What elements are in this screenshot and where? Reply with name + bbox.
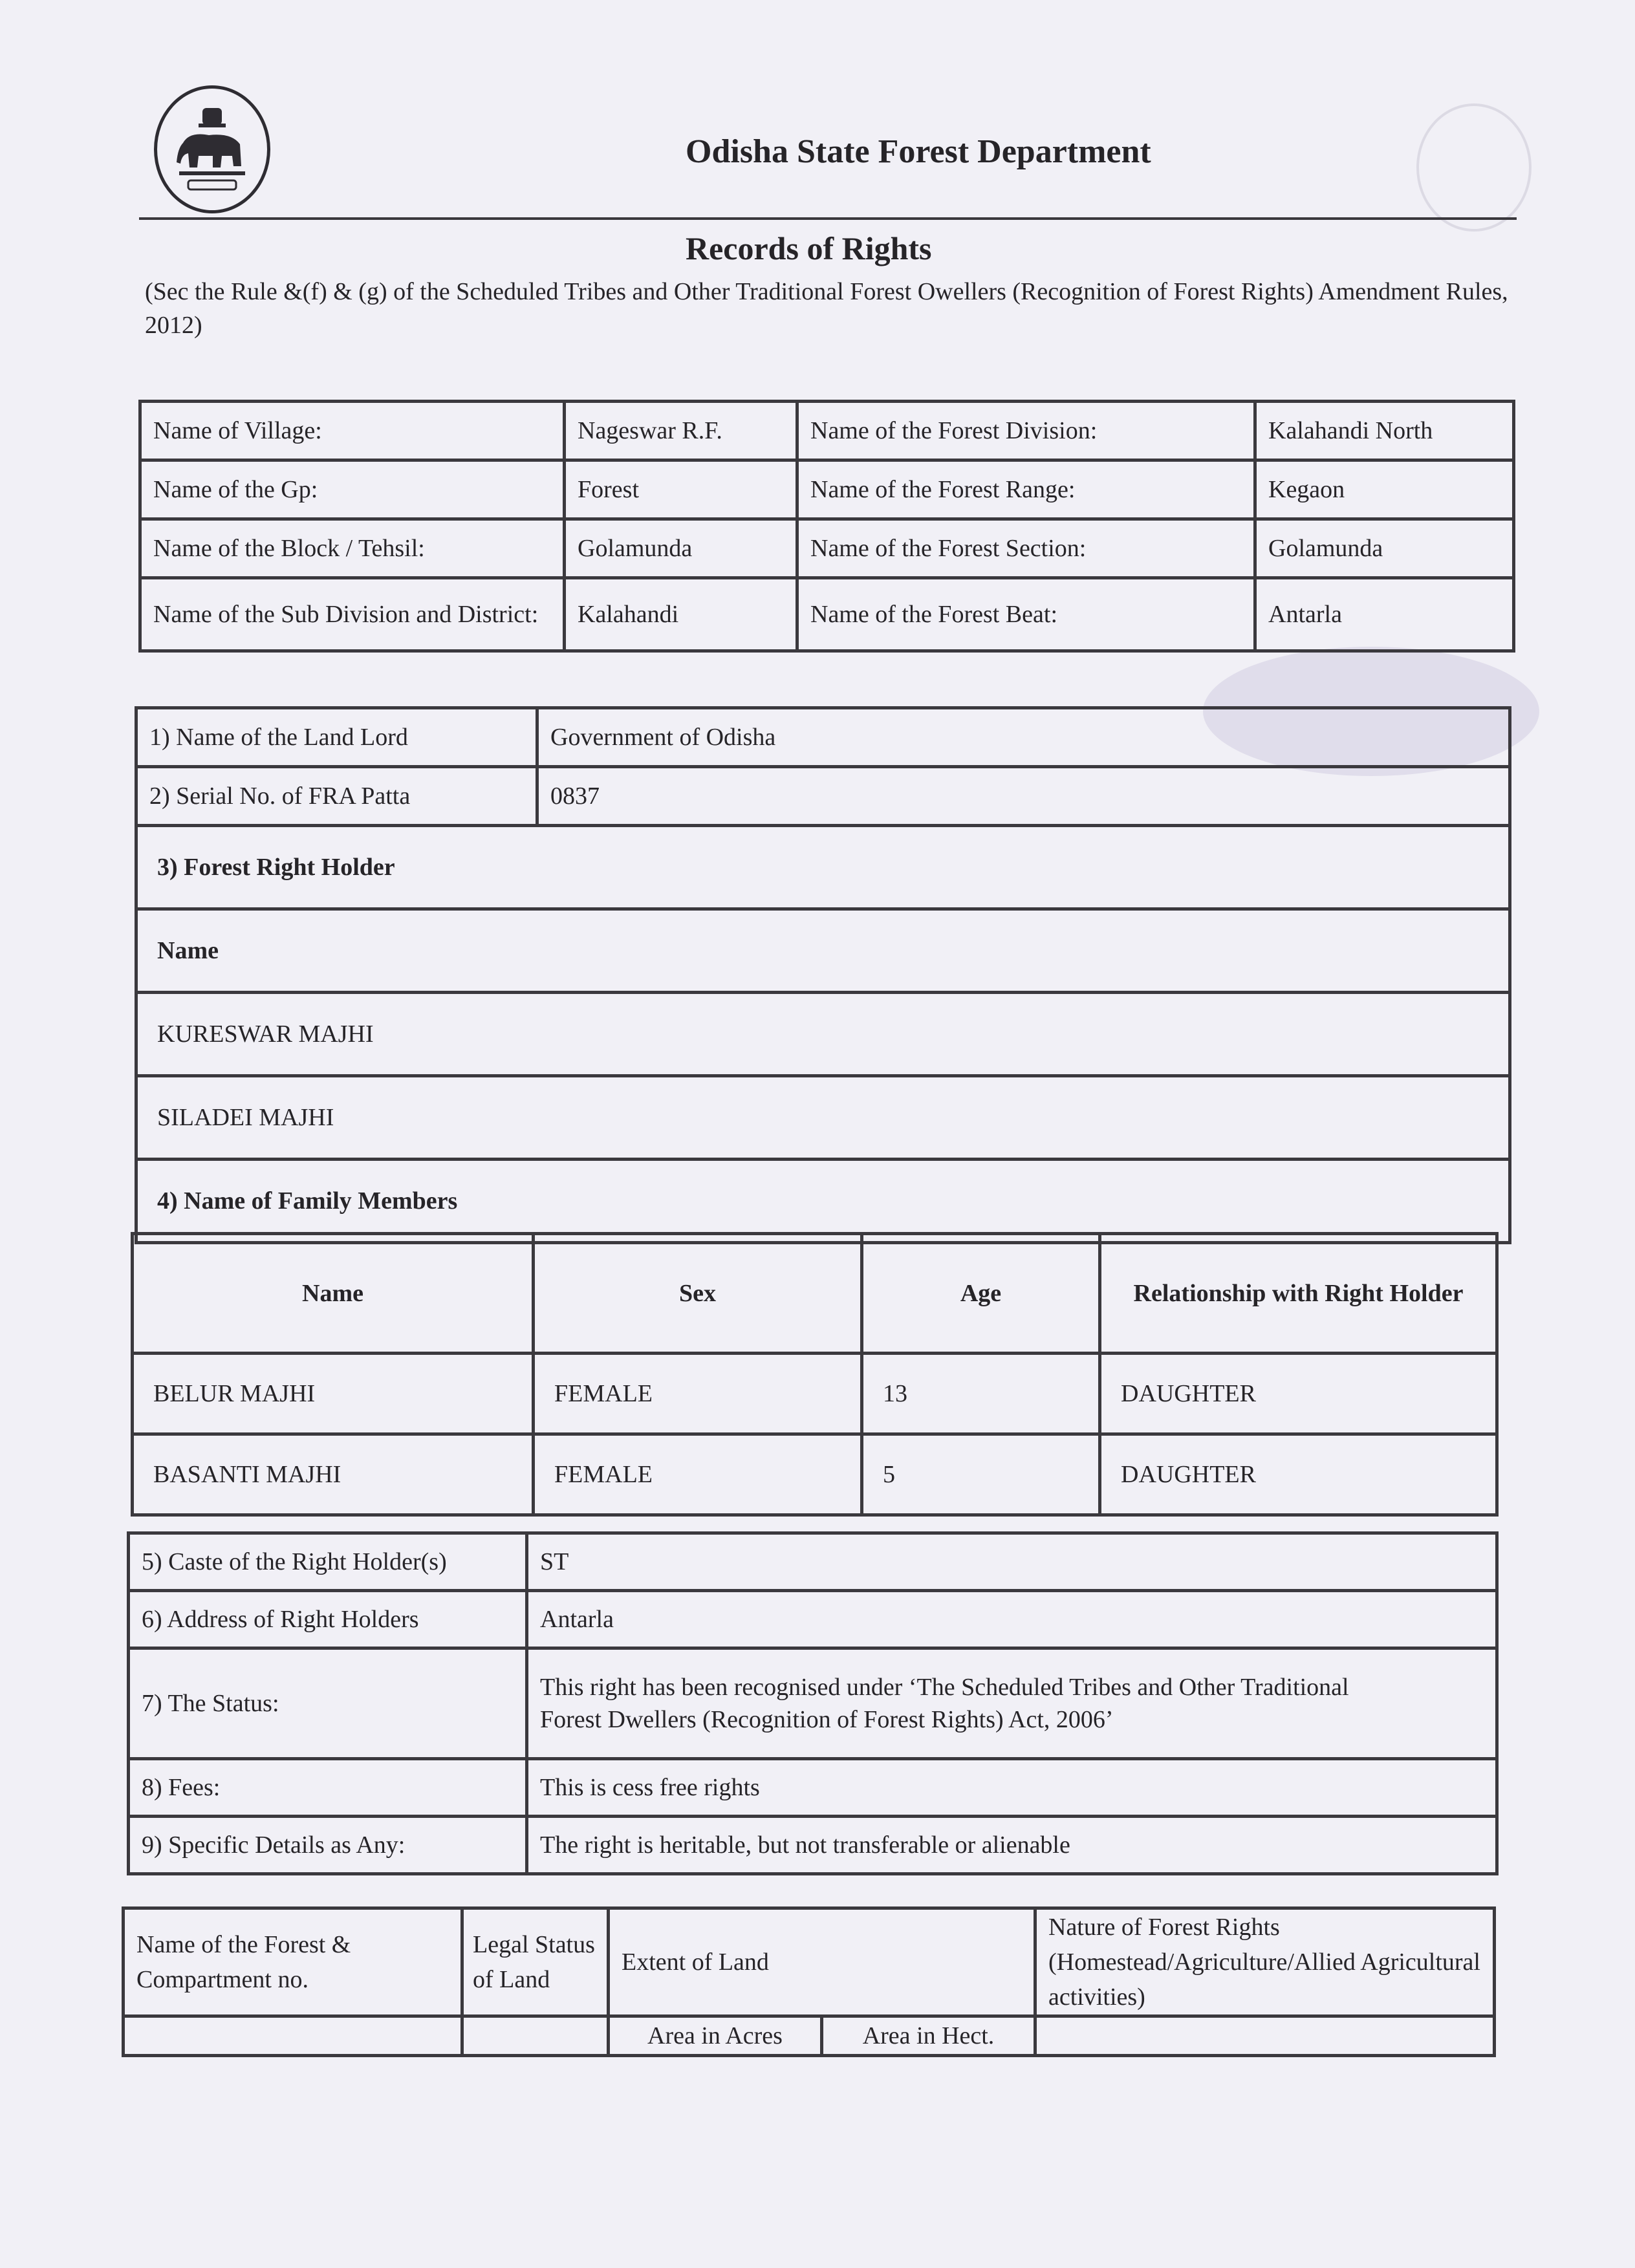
family-members-table [131, 1232, 1499, 1517]
department-title: Odisha State Forest Department [686, 133, 1151, 170]
forest-division-value: Kalahandi North [1255, 402, 1514, 460]
member-name: BELUR MAJHI [133, 1354, 534, 1434]
member-sex: FEMALE [534, 1354, 862, 1434]
status-label: 7) The Status: [129, 1648, 527, 1759]
table-row [136, 767, 1510, 826]
area-hect-header: Area in Hect. [822, 2016, 1035, 2056]
land-lord-value: Government of Odisha [537, 708, 1510, 767]
fees-label: 8) Fees: [129, 1759, 527, 1817]
name-heading: Name [136, 909, 1510, 993]
area-acres-header: Area in Acres [609, 2016, 822, 2056]
col-header-name: Name [133, 1234, 534, 1354]
member-sex: FEMALE [534, 1434, 862, 1515]
table-row [140, 519, 1514, 578]
caste-label: 5) Caste of the Right Holder(s) [129, 1533, 527, 1591]
land-details-table [122, 1906, 1496, 2057]
table-header-row [133, 1234, 1497, 1354]
forest-beat-label: Name of the Forest Beat: [797, 578, 1255, 651]
extent-header: Extent of Land [609, 1908, 1035, 2016]
col-header-sex: Sex [534, 1234, 862, 1354]
right-holder-heading: 3) Forest Right Holder [136, 826, 1510, 909]
rule-reference: (Sec the Rule &(f) & (g) of the Scheduled Tribes and Other Traditional Forest Owellers (Recognition of Forest Rights) Amendment Rules, 2012) [145, 278, 1508, 339]
status-value [527, 1648, 1497, 1759]
empty-cell [124, 2016, 462, 2056]
table-row [129, 1759, 1497, 1817]
forest-range-label: Name of the Forest Range: [797, 460, 1255, 519]
forest-beat-value: Antarla [1255, 578, 1514, 651]
subdivision-label: Name of the Sub Division and District: [140, 578, 565, 651]
empty-cell [1035, 2016, 1495, 2056]
specific-details-value: The right is heritable, but not transferable or alienable [527, 1817, 1497, 1874]
holder-name: SILADEI MAJHI [136, 1076, 1510, 1160]
fees-value: This is cess free rights [527, 1759, 1497, 1817]
serial-label: 2) Serial No. of FRA Patta [136, 767, 537, 826]
forest-range-value: Kegaon [1255, 460, 1514, 519]
table-row [133, 1434, 1497, 1515]
serial-value: 0837 [537, 767, 1510, 826]
table-row [133, 1354, 1497, 1434]
status-line: This right has been recognised under ‘The Scheduled Tribes and Other Traditional [540, 1674, 1349, 1701]
table-row [129, 1533, 1497, 1591]
table-row [124, 2016, 1495, 2056]
specific-details-label: 9) Specific Details as Any: [129, 1817, 527, 1874]
village-label: Name of Village: [140, 402, 565, 460]
other-details-table [127, 1531, 1499, 1875]
table-row [129, 1591, 1497, 1648]
table-row [129, 1817, 1497, 1874]
caste-value: ST [527, 1533, 1497, 1591]
state-emblem-icon [154, 85, 270, 213]
document-title: Records of Rights [686, 230, 932, 266]
table-header-row [124, 1908, 1495, 2016]
member-relationship: DAUGHTER [1100, 1354, 1497, 1434]
block-label: Name of the Block / Tehsil: [140, 519, 565, 578]
emblem-elephant-icon [170, 104, 254, 195]
col-header-age: Age [862, 1234, 1100, 1354]
status-line: Forest Dwellers (Recognition of Forest Rights) Act, 2006’ [540, 1706, 1114, 1733]
forest-section-label: Name of the Forest Section: [797, 519, 1255, 578]
table-row [136, 909, 1510, 993]
table-row [140, 460, 1514, 519]
forest-compartment-header: Name of the Forest & Compartment no. [124, 1908, 462, 2016]
gp-label: Name of the Gp: [140, 460, 565, 519]
forest-section-value: Golamunda [1255, 519, 1514, 578]
table-row [136, 708, 1510, 767]
member-name: BASANTI MAJHI [133, 1434, 534, 1515]
land-lord-label: 1) Name of the Land Lord [136, 708, 537, 767]
holder-details-table [135, 706, 1511, 1244]
table-row [140, 402, 1514, 460]
gp-value: Forest [565, 460, 797, 519]
legal-status-header: Legal Status of Land [462, 1908, 609, 2016]
nature-header: Nature of Forest Rights (Homestead/Agriculture/Allied Agricultural activities) [1035, 1908, 1495, 2016]
col-header-relationship: Relationship with Right Holder [1100, 1234, 1497, 1354]
block-value: Golamunda [565, 519, 797, 578]
header-divider [139, 217, 1517, 220]
table-row [136, 826, 1510, 909]
member-age: 13 [862, 1354, 1100, 1434]
location-table [138, 400, 1515, 653]
holder-name: KURESWAR MAJHI [136, 993, 1510, 1076]
table-row [136, 1160, 1510, 1243]
member-relationship: DAUGHTER [1100, 1434, 1497, 1515]
address-value: Antarla [527, 1591, 1497, 1648]
table-row [136, 1076, 1510, 1160]
empty-cell [462, 2016, 609, 2056]
family-heading: 4) Name of Family Members [136, 1160, 1510, 1243]
village-value: Nageswar R.F. [565, 402, 797, 460]
table-row [136, 993, 1510, 1076]
table-row [129, 1648, 1497, 1759]
table-row [140, 578, 1514, 651]
member-age: 5 [862, 1434, 1100, 1515]
address-label: 6) Address of Right Holders [129, 1591, 527, 1648]
subdivision-value: Kalahandi [565, 578, 797, 651]
forest-division-label: Name of the Forest Division: [797, 402, 1255, 460]
faint-emblem-watermark [1416, 103, 1532, 232]
